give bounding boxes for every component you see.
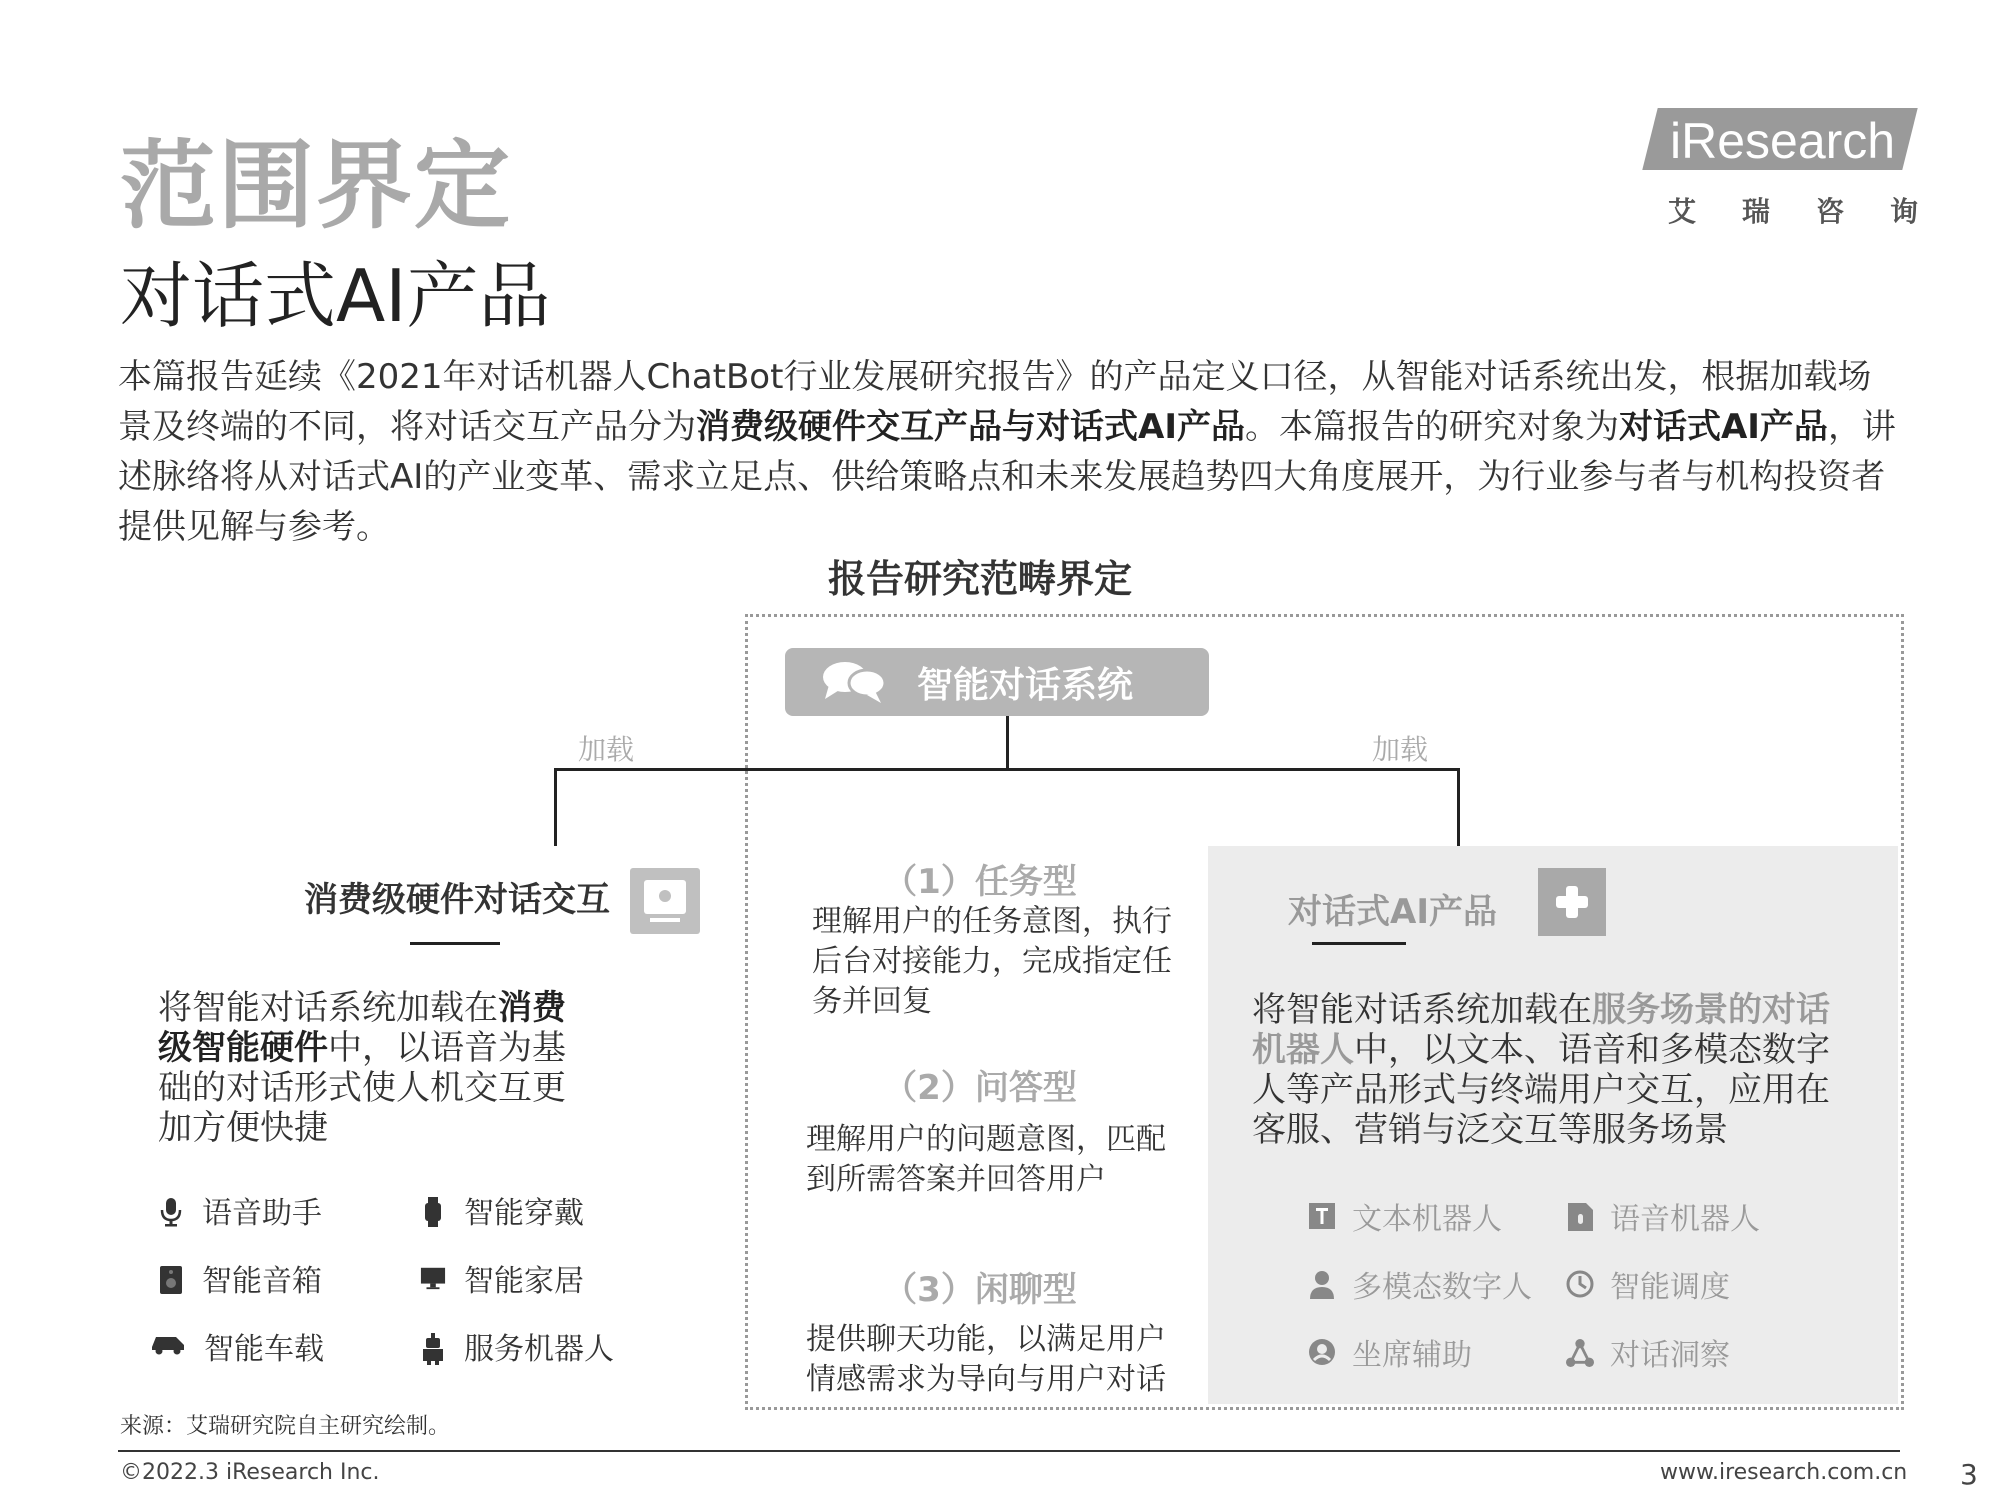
feature-label: 服务机器人 xyxy=(464,1332,614,1367)
website-link[interactable]: www.iresearch.com.cn xyxy=(1660,1460,1908,1485)
feature-service-robot xyxy=(420,1324,614,1368)
feature-smart-wearable xyxy=(420,1188,584,1232)
right-underline xyxy=(1312,942,1406,945)
logo-brand-text: iResearch xyxy=(1670,113,1896,169)
text-icon xyxy=(1308,1202,1336,1230)
feature-smart-dispatch xyxy=(1566,1262,1730,1306)
logo-cn-text: 艾瑞咨询 xyxy=(1668,195,1965,228)
section-title: 范围界定 xyxy=(120,130,512,242)
feature-label: 智能车载 xyxy=(204,1332,324,1367)
right-desc-text-1: 将智能对话系统加载在 xyxy=(1252,990,1592,1030)
car-icon xyxy=(150,1333,186,1359)
monitor-icon xyxy=(420,1265,446,1291)
connector-horizontal xyxy=(554,768,1460,771)
feature-label: 多模态数字人 xyxy=(1352,1270,1532,1305)
intro-bold-2: 对话式AI产品 xyxy=(1618,407,1828,447)
feature-label: 智能家居 xyxy=(464,1264,584,1299)
feature-smart-home xyxy=(420,1256,584,1300)
source-note: 来源：艾瑞研究院自主研究绘制。 xyxy=(120,1414,451,1439)
type-qa-desc: 理解用户的问题意图，匹配到所需答案并回答用户 xyxy=(806,1122,1166,1197)
type-chat-desc: 提供聊天功能，以满足用户情感需求为导向与用户对话 xyxy=(806,1322,1166,1397)
dispatch-icon xyxy=(1566,1270,1594,1298)
feature-smart-speaker xyxy=(158,1256,322,1300)
left-desc-text-2: 中，以语音为基础的对话形式使人机交互更加方便快捷 xyxy=(158,1028,566,1148)
diagram-title: 报告研究范畴界定 xyxy=(827,557,1132,601)
load-label-right: 加载 xyxy=(1372,733,1429,766)
feature-voice-robot xyxy=(1566,1194,1760,1238)
feature-smart-vehicle xyxy=(150,1324,324,1368)
page-number: 3 xyxy=(1960,1458,1978,1491)
assist-icon xyxy=(1308,1338,1336,1366)
right-desc-bold: 服务场景的对话机器人 xyxy=(1252,990,1830,1070)
type-qa-heading: （2）问答型 xyxy=(883,1068,1077,1108)
left-description xyxy=(158,988,598,1148)
load-label-left: 加载 xyxy=(578,733,635,766)
left-desc-text-1: 将智能对话系统加载在 xyxy=(158,988,498,1028)
intro-paragraph xyxy=(118,352,1898,552)
feature-label: 坐席辅助 xyxy=(1352,1338,1472,1373)
dialog-system-pill xyxy=(785,648,1209,716)
connector-right-drop xyxy=(1457,768,1460,846)
left-desc-bold: 消费级智能硬件 xyxy=(158,988,566,1068)
type-chat-heading: （3）闲聊型 xyxy=(883,1270,1077,1310)
type-task-desc: 理解用户的任务意图，执行后台对接能力，完成指定任务并回复 xyxy=(812,904,1172,1019)
feature-label: 智能调度 xyxy=(1610,1270,1730,1305)
right-description xyxy=(1252,990,1842,1150)
connector-left-drop xyxy=(554,768,557,846)
feature-text-robot xyxy=(1308,1194,1502,1238)
right-heading: 对话式AI产品 xyxy=(1288,892,1497,932)
intro-text-1: 本篇报告延续《2021年对话机器人ChatBot行业发展研究报告》的产品定义口径，从智能对话系统出发，根据加载场景及终端的不同，将对话交互产品分为 xyxy=(118,357,1872,447)
speaker-icon xyxy=(158,1265,184,1291)
feature-label: 语音机器人 xyxy=(1610,1202,1760,1237)
iresearch-logo xyxy=(1650,108,1965,228)
right-desc-text-2: 中，以文本、语音和多模态数字人等产品形式与终端用户交互，应用在客服、营销与泛交互等服务场景 xyxy=(1252,1030,1830,1150)
intro-bold-1: 消费级硬件交互产品与对话式AI产品 xyxy=(696,407,1245,447)
medical-cross-icon xyxy=(1538,868,1606,936)
chat-bubbles-icon xyxy=(821,659,887,705)
smartwatch-icon xyxy=(420,1197,446,1223)
feature-label: 智能穿戴 xyxy=(464,1196,584,1231)
feature-agent-assist xyxy=(1308,1330,1472,1374)
page-subtitle: 对话式AI产品 xyxy=(120,254,551,338)
feature-dialog-insight xyxy=(1566,1330,1730,1374)
feature-digital-human xyxy=(1308,1262,1532,1306)
left-underline xyxy=(410,942,500,945)
intro-text-2: 。本篇报告的研究对象为 xyxy=(1244,407,1619,447)
copyright: ©2022.3 iResearch Inc. xyxy=(120,1460,380,1485)
microphone-icon xyxy=(158,1197,184,1223)
footer-divider xyxy=(118,1450,1900,1452)
device-icon xyxy=(630,868,700,934)
connector-vertical-top xyxy=(1006,716,1009,768)
dialog-system-label: 智能对话系统 xyxy=(917,664,1134,706)
person-icon xyxy=(1308,1270,1336,1298)
feature-label: 文本机器人 xyxy=(1352,1202,1502,1237)
robot-icon xyxy=(420,1333,446,1359)
voice-doc-icon xyxy=(1566,1202,1594,1230)
intro-text-3: ，讲述脉络将从对话式AI的产业变革、需求立足点、供给策略点和未来发展趋势四大角度展开，为行业参与者与机构投资者提供见解与参考。 xyxy=(118,407,1896,547)
type-task-heading: （1）任务型 xyxy=(883,862,1077,902)
feature-voice-assistant xyxy=(158,1188,322,1232)
network-icon xyxy=(1566,1338,1594,1366)
left-heading: 消费级硬件对话交互 xyxy=(304,880,610,920)
feature-label: 语音助手 xyxy=(202,1196,322,1231)
feature-label: 对话洞察 xyxy=(1610,1338,1730,1373)
feature-label: 智能音箱 xyxy=(202,1264,322,1299)
device-glyph-icon xyxy=(630,868,700,934)
